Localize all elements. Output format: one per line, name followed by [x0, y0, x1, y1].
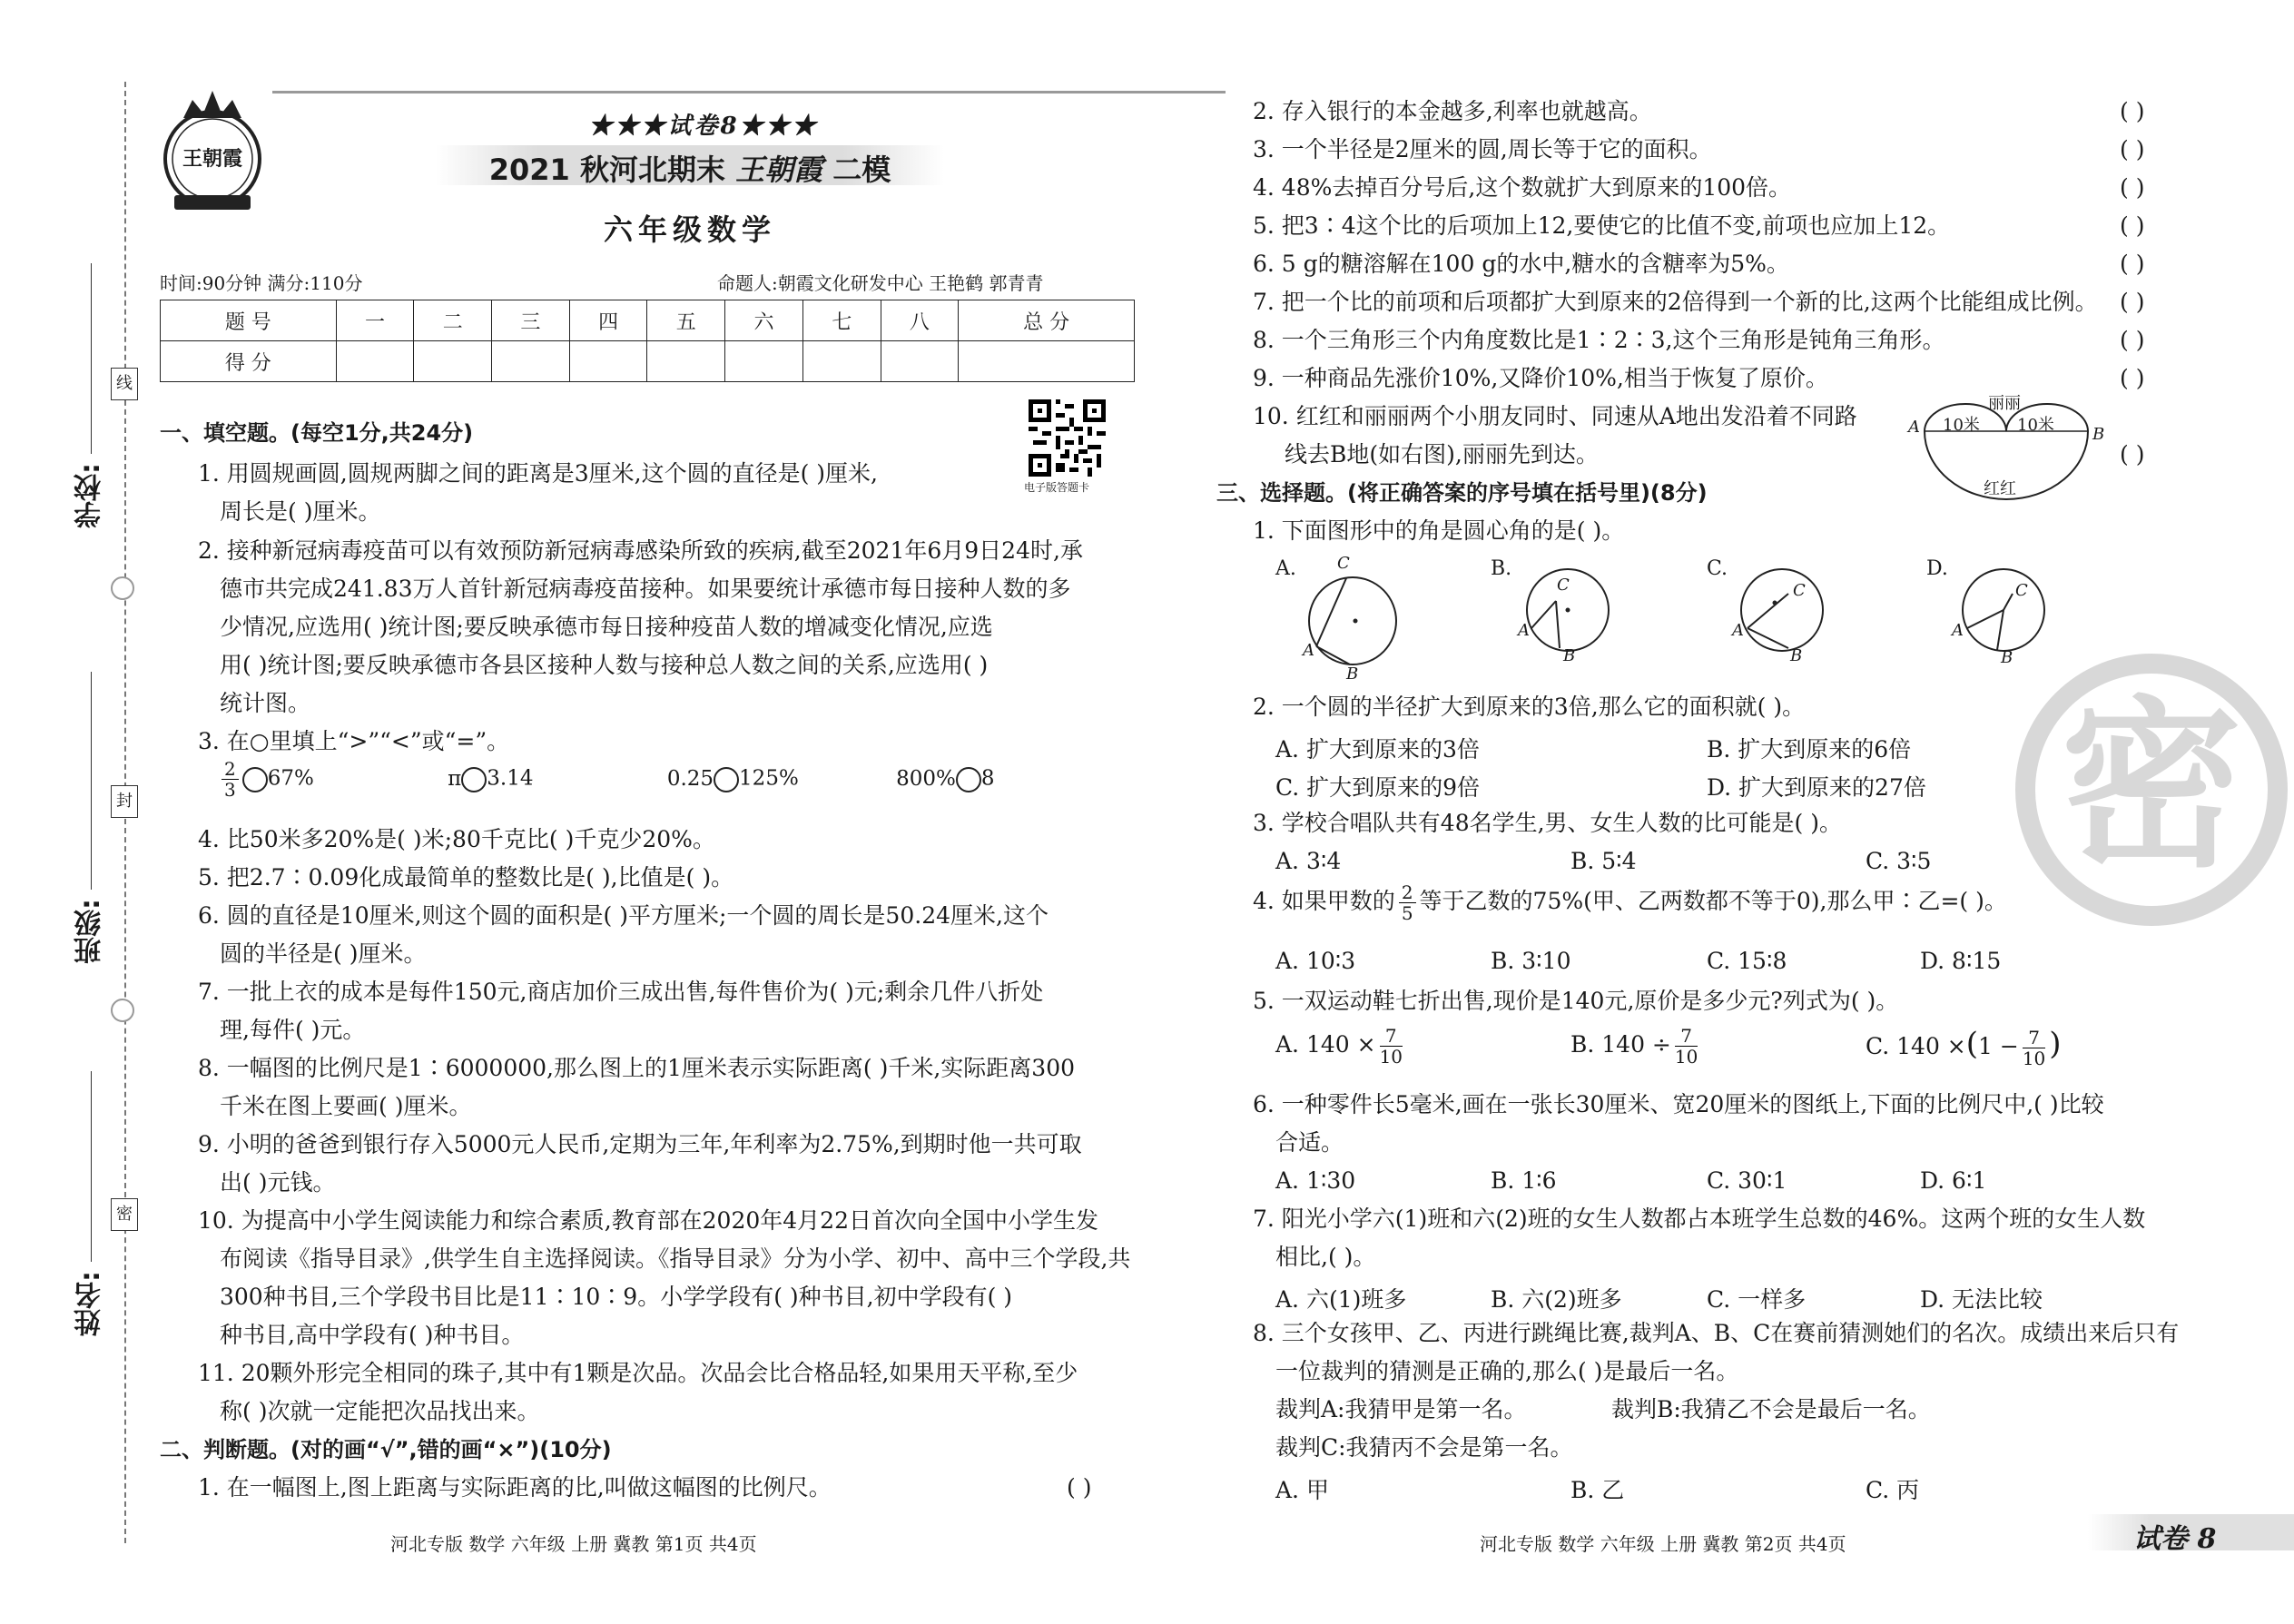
option-label: C. — [1707, 557, 1728, 580]
section-true-false: 二、判断题。(对的画“√”,错的画“×”)(10分) — [160, 1437, 612, 1462]
score-header: 总 分 — [959, 300, 1135, 341]
point-label: C — [1793, 581, 1806, 600]
question-text: 11. 20颗外形完全相同的珠子,其中有1颗是次品。次品会比合格品轻,如果用天平称,至少 — [198, 1360, 1078, 1386]
question-text: 2. 一个圆的半径扩大到原来的3倍,那么它的面积就( )。 — [1253, 694, 1806, 720]
choice-option[interactable]: D. 8∶15 — [1920, 948, 2002, 974]
question-text: 9. 小明的爸爸到银行存入5000元人民币,定期为三年,年利率为2.75%,到期时他一共可取 — [198, 1131, 1082, 1157]
fraction: $\frac{2}{3}$ — [222, 759, 239, 800]
option-label: D. — [1926, 557, 1948, 580]
point-label: A — [1952, 621, 1964, 640]
answer-paren[interactable]: ( ) — [2120, 251, 2145, 277]
compare-circle[interactable] — [242, 767, 268, 792]
choice-option[interactable]: B. 扩大到原来的6倍 — [1707, 736, 1912, 763]
choice-option[interactable]: B. 六(2)班多 — [1491, 1286, 1622, 1313]
score-cell[interactable] — [802, 341, 881, 382]
binding-tag: 密 — [111, 1198, 138, 1231]
question-text: 8. 一幅图的比例尺是1∶6000000,那么图上的1厘米表示实际距离( )千米,实际距离300 — [198, 1055, 1076, 1081]
question-text: 称( )次就一定能把次品找出来。 — [220, 1398, 540, 1424]
choice-option[interactable]: B. 140 ÷ $\frac{7}{10}$ — [1570, 1025, 1698, 1068]
question-text: 1. 在一幅图上,图上距离与实际距离的比,叫做这幅图的比例尺。 — [198, 1474, 832, 1501]
score-header: 题 号 — [161, 300, 337, 341]
question-text: 合适。 — [1275, 1129, 1344, 1156]
binding-hole — [111, 999, 134, 1022]
score-header: 四 — [569, 300, 647, 341]
choice-option[interactable]: C. 丙 — [1866, 1477, 1920, 1503]
choice-option[interactable]: A. 甲 — [1275, 1477, 1329, 1503]
question-text: 少情况,应选用( )统计图;要反映承德市每日接种疫苗人数的增减变化情况,应选 — [220, 614, 993, 640]
question-text: 线去B地(如右图),丽丽先到达。 — [1285, 441, 1599, 468]
page-footer: 河北专版 数学 六年级 上册 冀教 第2页 共4页 — [1480, 1533, 1846, 1555]
question-text: 用( )统计图;要反映承德市各县区接种人数与接种总人数之间的关系,应选用( ) — [220, 652, 989, 678]
question-text: 4. 如果甲数的 $\frac{2}{5}$ 等于乙数的75%(甲、乙两数都不等于0),那么甲∶乙=( )。 — [1253, 881, 2007, 924]
point-a-label: A — [1908, 418, 1920, 437]
compare-circle[interactable] — [461, 767, 487, 792]
choice-option[interactable]: B. 5∶4 — [1570, 848, 1637, 874]
page-footer: 河北专版 数学 六年级 上册 冀教 第1页 共4页 — [390, 1533, 757, 1555]
option-b-figure[interactable] — [1491, 556, 1618, 683]
choice-option[interactable]: D. 6∶1 — [1920, 1167, 1987, 1194]
score-header: 七 — [802, 300, 881, 341]
choice-option[interactable]: B. 3∶10 — [1491, 948, 1571, 974]
question-text: 5. 把2.7∶0.09化成最简单的整数比是( ),比值是( )。 — [198, 864, 734, 891]
choice-option[interactable]: D. 扩大到原来的27倍 — [1707, 774, 1926, 801]
score-header: 三 — [492, 300, 570, 341]
school-field[interactable] — [91, 263, 92, 454]
question-text: 7. 阳光小学六(1)班和六(2)班的女生人数都占本班学生总数的46%。这两个班的女生人数 — [1253, 1206, 2146, 1232]
question-text: 8. 一个三角形三个内角度数比是1∶2∶3,这个三角形是钝角三角形。 — [1253, 327, 1945, 353]
score-header: 八 — [881, 300, 959, 341]
question-text: 3. 一个半径是2厘米的圆,周长等于它的面积。 — [1253, 136, 1712, 162]
question-text: 3. 在○里填上“>”“<”或“=”。 — [198, 728, 510, 754]
question-text: 统计图。 — [220, 690, 311, 716]
segment-label: 10米 — [2017, 416, 2054, 435]
exam-meta-right: 命题人:朝霞文化研发中心 王艳鹤 郭青青 — [717, 272, 1044, 294]
question-text: 1. 下面图形中的角是圆心角的是( )。 — [1253, 517, 1625, 544]
score-cell[interactable] — [492, 341, 570, 382]
segment-label: 10米 — [1943, 416, 1980, 435]
score-cell[interactable] — [647, 341, 725, 382]
question-text: 4. 48%去掉百分号后,这个数就扩大到原来的100倍。 — [1253, 174, 1792, 201]
question-text: 一位裁判的猜测是正确的,那么( )是最后一名。 — [1275, 1358, 1739, 1384]
question-text: 6. 一种零件长5毫米,画在一张长30厘米、宽20厘米的图纸上,下面的比例尺中,( )比较 — [1253, 1091, 2104, 1117]
question-text: 布阅读《指导目录》,供学生自主选择阅读。《指导目录》分为小学、初中、高中三个学段,共 — [220, 1245, 1131, 1272]
route-figure — [1906, 390, 2106, 508]
point-label: B — [1563, 646, 1576, 665]
choice-option[interactable]: B. 1∶6 — [1491, 1167, 1557, 1194]
choice-option[interactable]: A. 1∶30 — [1275, 1167, 1356, 1194]
name-label: 姓名: — [74, 1271, 106, 1336]
point-label: A — [1518, 621, 1530, 640]
score-header: 一 — [336, 300, 414, 341]
qr-code[interactable] — [1029, 399, 1106, 477]
question-text: 2. 接种新冠病毒疫苗可以有效预防新冠病毒感染所致的疾病,截至2021年6月9日24时,承 — [198, 537, 1083, 564]
question-text: 5. 把3∶4这个比的后项加上12,要使它的比值不变,前项也应加上12。 — [1253, 212, 1951, 239]
compare-circle[interactable] — [956, 767, 981, 792]
question-text: 1. 用圆规画圆,圆规两脚之间的距离是3厘米,这个圆的直径是( )厘米, — [198, 460, 879, 487]
brand-logo — [156, 64, 270, 222]
lili-label: 丽丽 — [1988, 394, 2021, 413]
choice-option[interactable]: A. 扩大到原来的3倍 — [1275, 736, 1480, 763]
question-text: 9. 一种商品先涨价10%,又降价10%,相当于恢复了原价。 — [1253, 365, 1828, 391]
question-text: 相比,( )。 — [1275, 1244, 1376, 1270]
point-label: C — [1337, 554, 1350, 573]
score-header: 六 — [725, 300, 803, 341]
point-label: C — [1557, 576, 1570, 595]
answer-paren[interactable]: ( ) — [2120, 289, 2145, 315]
question-text: 理,每件( )元。 — [220, 1017, 366, 1043]
score-header: 五 — [647, 300, 725, 341]
exam-title: 2021 秋河北期末 王朝霞 二模 — [488, 153, 891, 187]
binding-tag: 封 — [111, 785, 138, 818]
watermark-seal: 密 — [2015, 654, 2288, 926]
binding-tag: 线 — [111, 368, 138, 400]
score-cell[interactable] — [959, 341, 1135, 382]
answer-paren[interactable]: ( ) — [2120, 212, 2145, 239]
judge-statement: 裁判B:我猜乙不会是最后一名。 — [1611, 1396, 1931, 1422]
score-table — [160, 300, 1135, 382]
binding-strip — [0, 0, 150, 1624]
question-text: 6. 5 g的糖溶解在100 g的水中,糖水的含糖率为5%。 — [1253, 251, 1789, 277]
question-text: 7. 把一个比的前项和后项都扩大到原来的2倍得到一个新的比,这两个比能组成比例。 — [1253, 289, 2098, 315]
subject-title: 六年级数学 — [603, 212, 776, 247]
fraction: $\frac{7}{10}$ — [1379, 1025, 1403, 1068]
question-text: 6. 圆的直径是10厘米,则这个圆的面积是( )平方厘米;一个圆的周长是50.24厘米,这个 — [198, 902, 1049, 929]
point-label: C — [2015, 581, 2028, 600]
class-label: 班级: — [74, 899, 106, 964]
question-text: 10. 为提高中小学生阅读能力和综合素质,教育部在2020年4月22日首次向全国中小学生发 — [198, 1207, 1098, 1234]
question-text: 10. 红红和丽丽两个小朋友同时、同速从A地出发沿着不同路 — [1253, 403, 1857, 429]
choice-option[interactable]: A. 六(1)班多 — [1275, 1286, 1407, 1313]
option-c-figure[interactable] — [1707, 556, 1834, 683]
point-label: A — [1732, 621, 1744, 640]
option-label: A. — [1275, 557, 1296, 580]
corner-label: 试卷 8 — [2133, 1523, 2217, 1555]
point-label: B — [2001, 648, 2013, 667]
answer-paren[interactable]: ( ) — [1067, 1474, 1092, 1501]
choice-option[interactable]: C. 15∶8 — [1707, 948, 1787, 974]
school-label: 学校: — [74, 463, 106, 528]
choice-option[interactable]: C. 30∶1 — [1707, 1167, 1787, 1194]
question-text: 300种书目,三个学段书目比是11∶10∶9。小学学段有( )种书目,初中学段有( ) — [220, 1284, 1013, 1310]
answer-paren[interactable]: ( ) — [2120, 441, 2145, 468]
choice-option[interactable]: C. 140 ×(1 − $\frac{7}{10}$ ) — [1866, 1026, 2062, 1069]
question-text: 8. 三个女孩甲、乙、丙进行跳绳比赛,裁判A、B、C在赛前猜测她们的名次。成绩出来后只有 — [1253, 1320, 2180, 1346]
answer-paren[interactable]: ( ) — [2120, 327, 2145, 353]
option-label: B. — [1491, 557, 1512, 580]
exam-meta-left: 时间:90分钟 满分:110分 — [160, 272, 363, 294]
compare-row: $\frac{2}{3}$ 67% π 3.14 0.25 125% 800% 8 — [218, 759, 995, 800]
section-choice: 三、选择题。(将正确答案的序号填在括号里)(8分) — [1216, 480, 1708, 506]
question-text: 5. 一双运动鞋七折出售,现价是140元,原价是多少元?列式为( )。 — [1253, 988, 1899, 1014]
question-text: 周长是( )厘米。 — [220, 498, 381, 525]
score-header: 二 — [414, 300, 492, 341]
question-text: 德市共完成241.83万人首针新冠病毒疫苗接种。如果要统计承德市每日接种人数的多 — [220, 576, 1071, 602]
hong-label: 红红 — [1984, 479, 2016, 498]
score-row-label: 得 分 — [161, 341, 337, 382]
option-d-figure[interactable] — [1926, 556, 2053, 683]
name-field[interactable] — [91, 1071, 92, 1262]
compare-circle[interactable] — [714, 767, 739, 792]
choice-option[interactable]: A. 3∶4 — [1275, 848, 1342, 874]
choice-option[interactable]: C. 3∶5 — [1866, 848, 1932, 874]
logo-text: 王朝霞 — [182, 147, 242, 171]
answer-paren[interactable]: ( ) — [2120, 136, 2145, 162]
score-cell[interactable] — [414, 341, 492, 382]
score-cell[interactable] — [569, 341, 647, 382]
point-label: B — [1790, 646, 1803, 665]
class-field[interactable] — [91, 672, 92, 890]
question-text: 7. 一批上衣的成本是每件150元,商店加价三成出售,每件售价为( )元;剩余几件八折处 — [198, 979, 1044, 1005]
judge-statement: 裁判C:我猜丙不会是第一名。 — [1275, 1434, 1573, 1461]
question-text: 圆的半径是( )厘米。 — [220, 940, 427, 967]
question-text: 3. 学校合唱队共有48名学生,男、女生人数的比可能是( )。 — [1253, 810, 1843, 836]
choice-option[interactable]: D. 无法比较 — [1920, 1286, 2043, 1313]
question-text: 千米在图上要画( )厘米。 — [220, 1093, 472, 1119]
judge-statement: 裁判A:我猜甲是第一名。 — [1275, 1396, 1527, 1422]
option-a-figure[interactable] — [1275, 556, 1403, 683]
score-cell[interactable] — [725, 341, 803, 382]
answer-paren[interactable]: ( ) — [2120, 98, 2145, 124]
score-cell[interactable] — [881, 341, 959, 382]
question-text: 出( )元钱。 — [220, 1169, 336, 1196]
choice-option[interactable]: C. 扩大到原来的9倍 — [1275, 774, 1481, 801]
answer-paren[interactable]: ( ) — [2120, 365, 2145, 391]
point-label: B — [1346, 664, 1359, 684]
choice-option[interactable]: A. 140 × $\frac{7}{10}$ — [1275, 1025, 1403, 1068]
header-rule — [272, 91, 1226, 94]
series-label: ★★★试卷8★★★ — [588, 113, 819, 140]
qr-caption: 电子版答题卡 — [1024, 481, 1090, 494]
point-label: A — [1303, 641, 1314, 660]
choice-option[interactable]: C. 一样多 — [1707, 1286, 1807, 1313]
question-text: 种书目,高中学段有( )种书目。 — [220, 1322, 525, 1348]
choice-option[interactable]: A. 10∶3 — [1275, 948, 1356, 974]
binding-hole — [111, 576, 134, 600]
fraction: $\frac{2}{5}$ — [1399, 882, 1416, 923]
choice-option[interactable]: B. 乙 — [1570, 1477, 1625, 1503]
fraction: $\frac{7}{10}$ — [1674, 1025, 1698, 1068]
question-text: 4. 比50米多20%是( )米;80千克比( )千克少20%。 — [198, 826, 715, 852]
fraction: $\frac{7}{10}$ — [2022, 1027, 2046, 1069]
section-fill-blank: 一、填空题。(每空1分,共24分) — [160, 420, 474, 446]
question-text: 2. 存入银行的本金越多,利率也就越高。 — [1253, 98, 1652, 124]
score-cell[interactable] — [336, 341, 414, 382]
answer-paren[interactable]: ( ) — [2120, 174, 2145, 201]
point-b-label: B — [2092, 425, 2105, 444]
